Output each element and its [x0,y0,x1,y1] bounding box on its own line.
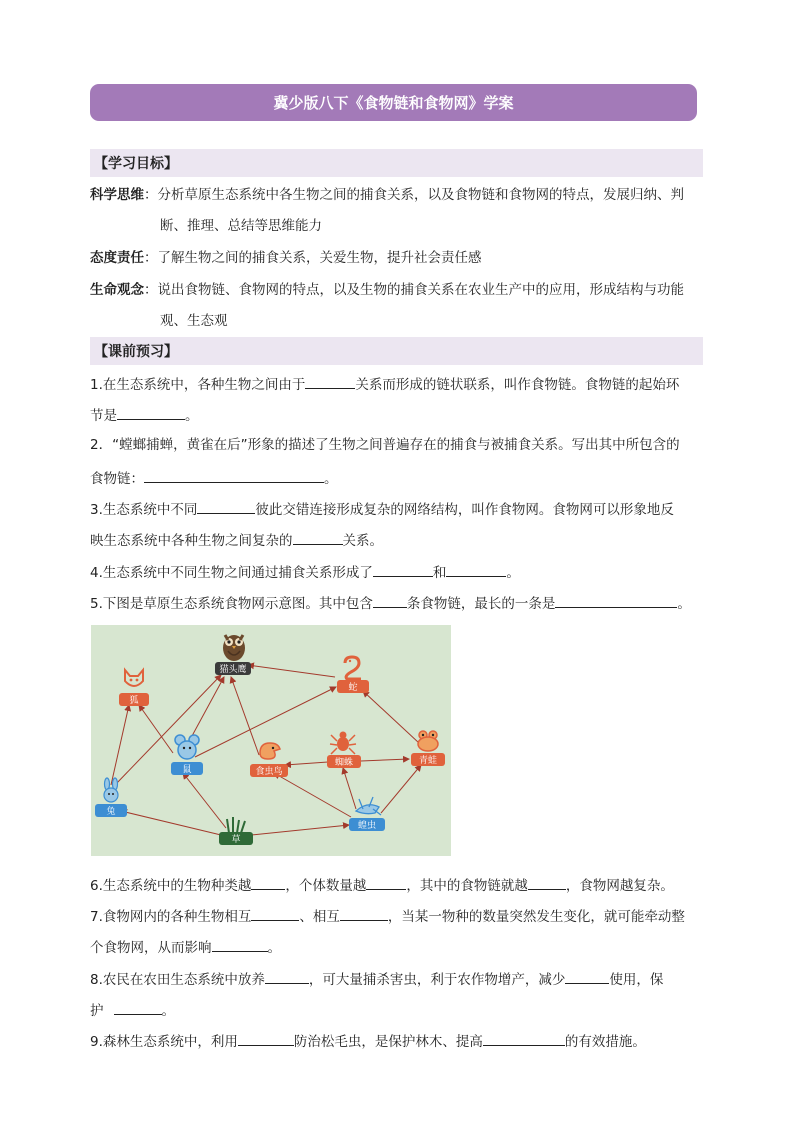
node-spider: 蜘蛛 [327,755,361,768]
goal-text: ：说出食物链、食物网的特点，以及生物的捕食关系在农业生产中的应用，形成结构与功能 [144,282,684,298]
question-6: 6.生态系统中的生物种类越 ，个体数量越 ，其中的食物链就越 ，食物网越复杂。 [90,875,674,895]
snake-icon [339,655,365,681]
arrow-frog-snake [363,691,419,743]
goal-life-concept [90,281,684,299]
node-insect: 蝗虫 [349,818,385,831]
goal-label: 生命观念 [90,282,144,298]
answer-blank[interactable] [114,1000,162,1015]
answer-blank[interactable] [117,405,185,420]
question-8-cont: 护 。 [90,1000,175,1020]
answer-blank[interactable] [293,530,343,545]
answer-blank[interactable] [212,937,268,952]
answer-blank[interactable] [366,875,406,890]
question-5: 5.下图是草原生态系统食物网示意图。其中包含 条食物链，最长的一条是 。 [90,593,691,613]
question-2: 2．“螳螂捕蝉，黄雀在后”形象的描述了生物之间普遍存在的捕食与被捕食关系。写出其中所包含的 [90,437,680,453]
arrow-bird-owl [231,677,259,755]
grass-icon [225,815,247,833]
answer-blank[interactable] [251,906,299,921]
answer-blank[interactable] [373,562,433,577]
answer-blank[interactable] [446,562,506,577]
arrow-spider-frog [361,759,409,761]
answer-blank[interactable] [483,1031,565,1046]
node-owl: 猫头鹰 [215,662,251,675]
question-2-cont: 食物链： 。 [90,468,338,488]
goal-attitude [90,249,482,267]
node-snake: 蛇 [337,680,369,693]
question-4: 4.生态系统中不同生物之间通过捕食关系形成了 和 。 [90,562,520,582]
answer-blank[interactable] [197,499,255,514]
answer-blank[interactable] [144,468,324,483]
question-9: 9.森林生态系统中，利用 防治松毛虫，是保护林木、提高 的有效措施。 [90,1031,646,1051]
goal-text: ：了解生物之间的捕食关系，关爱生物，提升社会责任感 [144,250,482,266]
answer-blank[interactable] [555,593,677,608]
answer-blank[interactable] [238,1031,294,1046]
goal-text: ：分析草原生态系统中各生物之间的捕食关系，以及食物链和食物网的特点，发展归纳、判 [144,187,684,203]
food-web-diagram [91,625,451,856]
grasshopper-icon [353,795,383,819]
arrow-grass-rabbit [121,811,221,835]
arrow-snake-owl [248,665,335,677]
arrow-mouse-fox [139,705,173,753]
arrow-rabbit-owl [115,675,221,785]
answer-blank[interactable] [373,593,407,608]
node-grass: 草 [219,832,253,845]
question-8: 8.农民在农田生态系统中放养 ，可大量捕杀害虫，利于农作物增产，减少 使用，保 [90,969,663,989]
section-learning-goals: 【学习目标】 [90,149,703,177]
fox-icon [121,667,147,691]
node-bird: 食虫鸟 [250,764,288,777]
question-3-cont: 映生态系统中各种生物之间复杂的 关系。 [90,530,383,550]
answer-blank[interactable] [565,969,609,984]
arrow-insect-bird [274,773,351,817]
node-frog: 青蛙 [411,753,445,766]
answer-blank[interactable] [528,875,566,890]
question-7: 7.食物网内的各种生物相互 、相互 ，当某一物种的数量突然发生变化，就可能牵动整 [90,906,685,926]
goal-scientific-thinking [90,186,684,204]
section-preview: 【课前预习】 [90,337,703,365]
frog-icon [415,729,441,753]
arrow-spider-bird [285,762,328,765]
mouse-icon [173,733,201,761]
answer-blank[interactable] [340,906,388,921]
question-1-cont: 节是 。 [90,405,199,425]
rabbit-icon [99,777,123,803]
goal-label: 态度责任 [90,250,144,266]
spider-icon [329,729,357,755]
arrow-insect-frog [381,765,421,813]
question-3: 3.生态系统中不同 彼此交错连接形成复杂的网络结构，叫作食物网。食物网可以形象地反 [90,499,674,519]
goal-text-cont: 断、推理、总结等思维能力 [160,218,322,234]
page-title: 冀少版八下《食物链和食物网》学案 [90,84,697,121]
question-7-cont: 个食物网，从而影响 。 [90,937,281,957]
answer-blank[interactable] [305,374,355,389]
node-mouse: 鼠 [171,762,203,775]
goal-text-cont: 观、生态观 [160,313,228,329]
answer-blank[interactable] [251,875,285,890]
goal-label: 科学思维 [90,187,144,203]
arrow-grass-insect [251,825,349,835]
question-1: 1.在生态系统中，各种生物之间由于 关系而形成的链状联系，叫作食物链。食物链的起始环 [90,374,679,394]
arrow-grass-mouse [183,773,226,828]
bird-icon [256,739,284,763]
node-rabbit: 兔 [95,804,127,817]
answer-blank[interactable] [265,969,309,984]
node-fox: 狐 [119,693,149,706]
owl-icon [219,629,249,663]
